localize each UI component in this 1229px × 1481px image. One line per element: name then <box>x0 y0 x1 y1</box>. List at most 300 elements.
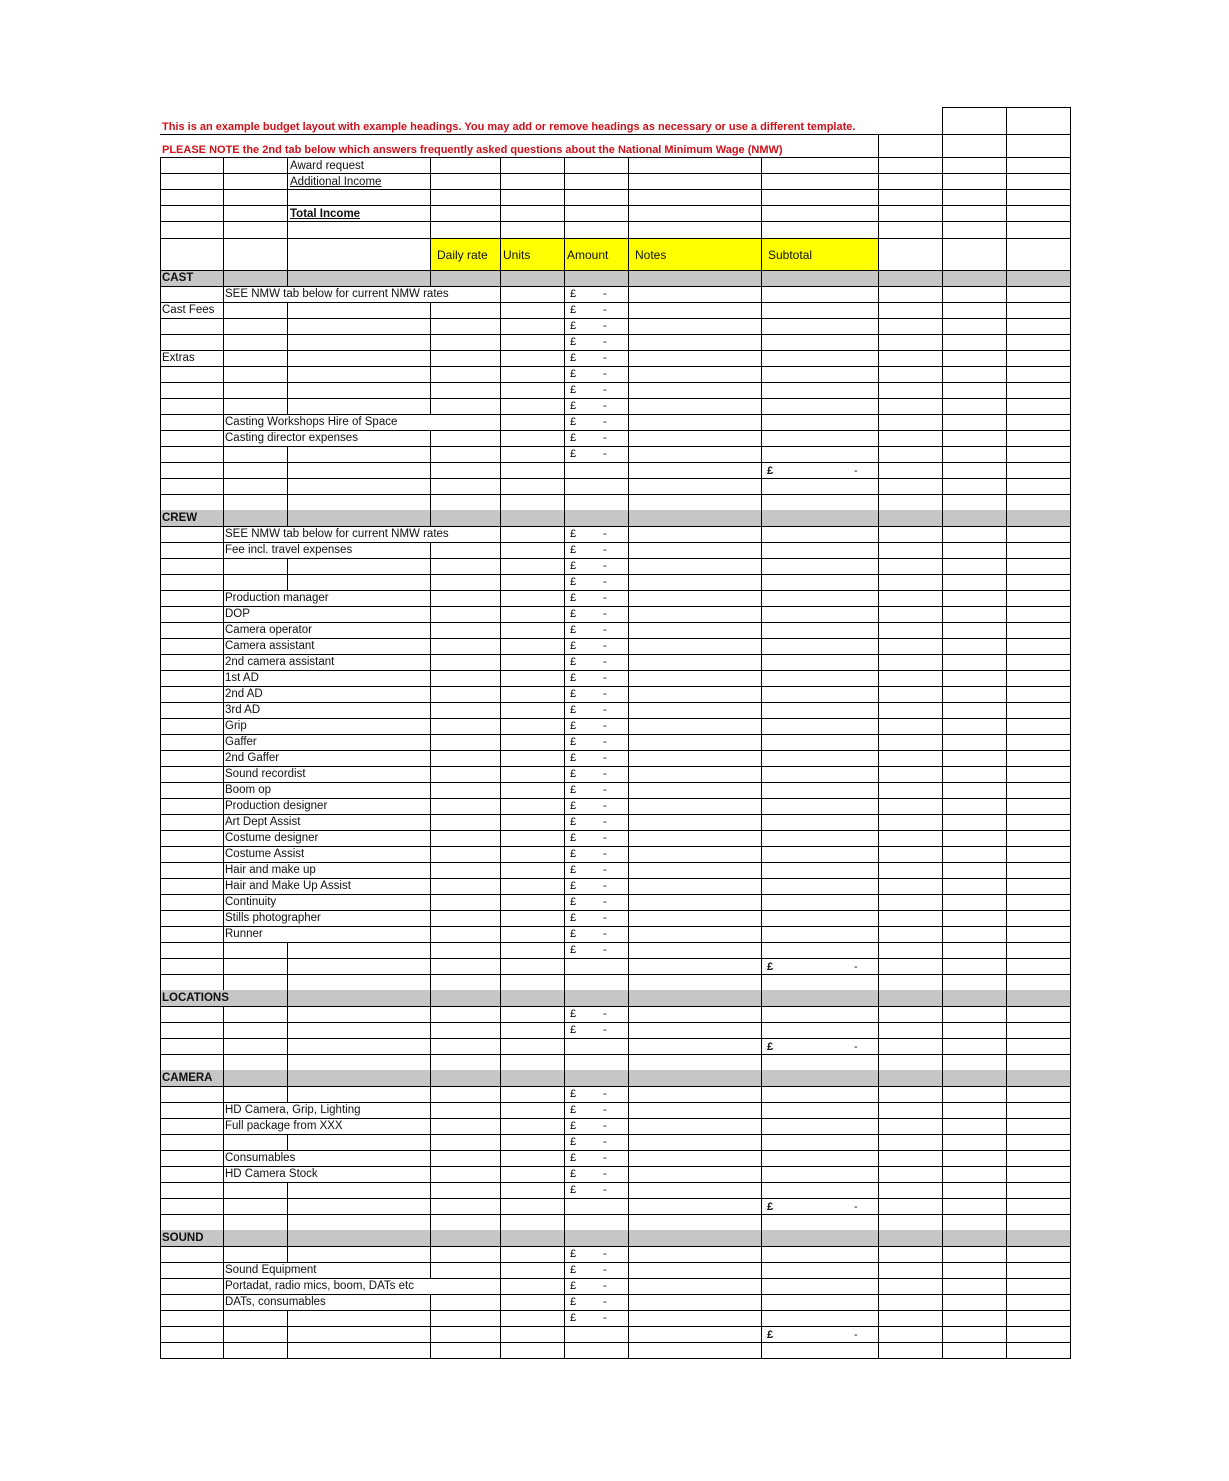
amount-value[interactable]: - <box>603 368 607 380</box>
amount-currency[interactable]: £ <box>570 1296 577 1308</box>
amount-value[interactable]: - <box>603 896 607 908</box>
amount-value[interactable]: - <box>603 352 607 364</box>
amount-currency[interactable]: £ <box>570 560 577 572</box>
amount-currency[interactable]: £ <box>570 576 577 588</box>
grid-line <box>430 798 431 814</box>
grid-line <box>160 1054 1071 1055</box>
grid-line <box>160 1198 1071 1199</box>
row-item-label[interactable]: 2nd Gaffer <box>225 752 280 764</box>
amount-currency[interactable]: £ <box>570 1152 577 1164</box>
amount-currency[interactable]: £ <box>570 592 577 604</box>
amount-value[interactable]: - <box>603 304 607 316</box>
grid-line <box>500 958 501 974</box>
grid-line <box>942 894 943 910</box>
grid-line <box>1070 670 1071 686</box>
amount-currency[interactable]: £ <box>570 1312 577 1324</box>
amount-value[interactable]: - <box>603 720 607 732</box>
row-item-label[interactable]: HD Camera Stock <box>225 1168 318 1180</box>
header-notes[interactable]: Notes <box>635 248 667 262</box>
amount-value[interactable]: - <box>603 672 607 684</box>
grid-line <box>628 622 629 638</box>
amount-value[interactable]: - <box>603 848 607 860</box>
grid-line <box>430 606 431 622</box>
subtotal-currency[interactable]: £ <box>767 1041 774 1053</box>
row-item-label[interactable]: Production designer <box>225 800 328 812</box>
grid-line <box>430 1006 431 1022</box>
row-item-label[interactable]: Fee incl. travel expenses <box>225 544 353 556</box>
row-item-label[interactable]: Costume Assist <box>225 848 305 860</box>
grid-line <box>500 286 501 302</box>
grid-line <box>942 526 943 542</box>
amount-currency[interactable]: £ <box>570 1280 577 1292</box>
row-item-label[interactable]: 3rd AD <box>225 704 261 716</box>
grid-line <box>430 638 431 654</box>
grid-line <box>500 702 501 718</box>
grid-line <box>1006 894 1007 910</box>
amount-value[interactable]: - <box>603 912 607 924</box>
subtotal-currency[interactable]: £ <box>767 465 774 477</box>
grid-line <box>878 910 879 926</box>
row-item-label[interactable]: Full package from XXX <box>225 1120 343 1132</box>
grid-line <box>628 1182 629 1198</box>
grid-line <box>160 1214 1071 1215</box>
additional-income-label[interactable]: Additional Income <box>290 176 382 188</box>
grid-line <box>878 510 879 526</box>
grid-line <box>878 318 879 334</box>
amount-value[interactable]: - <box>603 944 607 956</box>
amount-value[interactable]: - <box>603 736 607 748</box>
amount-currency[interactable]: £ <box>570 1184 577 1196</box>
grid-line <box>223 846 224 862</box>
grid-line <box>160 622 161 638</box>
grid-line <box>628 1166 629 1182</box>
row-item-label[interactable]: Hair and Make Up Assist <box>225 880 351 892</box>
grid-line <box>942 1278 943 1294</box>
grid-line <box>878 286 879 302</box>
amount-currency[interactable]: £ <box>570 400 577 412</box>
grid-line <box>1006 990 1007 1006</box>
grid-line <box>628 366 629 382</box>
row-item-label[interactable]: Casting Workshops Hire of Space <box>225 416 398 428</box>
section-heading[interactable]: CREW <box>162 512 198 524</box>
grid-line <box>1006 750 1007 766</box>
row-item-label[interactable]: Camera operator <box>225 624 312 636</box>
grid-line <box>761 974 762 990</box>
amount-currency[interactable]: £ <box>570 912 577 924</box>
grid-line <box>628 286 629 302</box>
row-item-label[interactable]: Stills photographer <box>225 912 321 924</box>
amount-currency[interactable]: £ <box>570 1248 577 1260</box>
subtotal-currency[interactable]: £ <box>767 1329 774 1341</box>
grid-line <box>287 398 288 414</box>
row-item-label[interactable]: Consumables <box>225 1152 296 1164</box>
row-item-label[interactable]: DATs, consumables <box>225 1296 326 1308</box>
grid-line <box>430 350 431 366</box>
grid-line <box>1070 718 1071 734</box>
amount-currency[interactable]: £ <box>570 848 577 860</box>
award-request-label[interactable]: Award request <box>290 160 364 172</box>
amount-currency[interactable]: £ <box>570 816 577 828</box>
grid-line <box>1006 414 1007 430</box>
amount-value[interactable]: - <box>603 1008 607 1020</box>
grid-line <box>564 350 565 366</box>
grid-line <box>564 654 565 670</box>
subtotal-value[interactable]: - <box>854 1201 858 1213</box>
grid-line <box>628 334 629 350</box>
grid-line <box>223 1198 224 1214</box>
amount-value[interactable]: - <box>603 608 607 620</box>
grid-line <box>287 1310 288 1326</box>
subtotal-value[interactable]: - <box>854 961 858 973</box>
row-item-label[interactable]: Boom op <box>225 784 272 796</box>
row-item-label[interactable]: 2nd camera assistant <box>225 656 335 668</box>
amount-value[interactable]: - <box>603 1296 607 1308</box>
amount-value[interactable]: - <box>603 880 607 892</box>
grid-line <box>942 1150 943 1166</box>
amount-value[interactable]: - <box>603 544 607 556</box>
amount-value[interactable]: - <box>603 400 607 412</box>
grid-line <box>1070 750 1071 766</box>
total-income-label[interactable]: Total Income <box>290 208 361 220</box>
amount-currency[interactable]: £ <box>570 944 577 956</box>
grid-line <box>761 1006 762 1022</box>
amount-currency[interactable]: £ <box>570 768 577 780</box>
grid-line <box>500 157 501 270</box>
grid-line <box>942 574 943 590</box>
amount-currency[interactable]: £ <box>570 608 577 620</box>
grid-line <box>430 1230 431 1246</box>
row-item-label[interactable]: Grip <box>225 720 247 732</box>
grid-line <box>878 1214 879 1230</box>
row-item-label[interactable]: Sound Equipment <box>225 1264 317 1276</box>
grid-line <box>160 1198 161 1214</box>
amount-value[interactable]: - <box>603 288 607 300</box>
grid-line <box>500 558 501 574</box>
grid-line <box>160 1326 1071 1327</box>
row-item-label[interactable]: Sound recordist <box>225 768 306 780</box>
grid-line <box>761 1230 762 1246</box>
grid-line <box>223 157 224 270</box>
amount-currency[interactable]: £ <box>570 1024 577 1036</box>
amount-currency[interactable]: £ <box>570 416 577 428</box>
grid-line <box>287 462 288 478</box>
grid-line <box>160 334 1071 335</box>
amount-currency[interactable]: £ <box>570 736 577 748</box>
grid-line <box>430 157 431 270</box>
grid-line <box>628 382 629 398</box>
row-item-label[interactable]: SEE NMW tab below for current NMW rates <box>225 528 449 540</box>
amount-value[interactable]: - <box>603 816 607 828</box>
amount-currency[interactable]: £ <box>570 720 577 732</box>
grid-line <box>878 1310 879 1326</box>
amount-value[interactable]: - <box>603 784 607 796</box>
grid-line <box>628 974 629 990</box>
amount-value[interactable]: - <box>603 832 607 844</box>
amount-currency[interactable]: £ <box>570 672 577 684</box>
header-daily-rate[interactable]: Daily rate <box>437 248 488 262</box>
grid-line <box>878 846 879 862</box>
amount-currency[interactable]: £ <box>570 352 577 364</box>
amount-value[interactable]: - <box>603 448 607 460</box>
grid-line <box>160 702 161 718</box>
subtotal-value[interactable]: - <box>854 1329 858 1341</box>
row-item-label[interactable]: HD Camera, Grip, Lighting <box>225 1104 361 1116</box>
amount-value[interactable]: - <box>603 768 607 780</box>
amount-currency[interactable]: £ <box>570 1168 577 1180</box>
grid-line <box>761 430 762 446</box>
grid-line <box>564 606 565 622</box>
row-item-label[interactable]: 1st AD <box>225 672 259 684</box>
grid-line <box>500 526 501 542</box>
row-category-label[interactable]: Extras <box>162 352 195 364</box>
amount-value[interactable]: - <box>603 864 607 876</box>
amount-currency[interactable]: £ <box>570 384 577 396</box>
amount-currency[interactable]: £ <box>570 1264 577 1276</box>
grid-line <box>628 430 629 446</box>
amount-currency[interactable]: £ <box>570 320 577 332</box>
amount-currency[interactable]: £ <box>570 784 577 796</box>
header-amount[interactable]: Amount <box>567 248 609 262</box>
amount-currency[interactable]: £ <box>570 528 577 540</box>
amount-currency[interactable]: £ <box>570 544 577 556</box>
amount-currency[interactable]: £ <box>570 432 577 444</box>
grid-line <box>223 1006 224 1022</box>
amount-currency[interactable]: £ <box>570 640 577 652</box>
row-item-label[interactable]: 2nd AD <box>225 688 263 700</box>
subtotal-value[interactable]: - <box>854 1041 858 1053</box>
row-item-label[interactable]: Continuity <box>225 896 277 908</box>
grid-line <box>1006 734 1007 750</box>
amount-currency[interactable]: £ <box>570 688 577 700</box>
amount-currency[interactable]: £ <box>570 624 577 636</box>
grid-line <box>500 1230 501 1246</box>
grid-line <box>500 1102 501 1118</box>
row-item-label[interactable]: DOP <box>225 608 250 620</box>
amount-currency[interactable]: £ <box>570 880 577 892</box>
grid-line <box>500 670 501 686</box>
grid-line <box>942 1022 943 1038</box>
amount-value[interactable]: - <box>603 1184 607 1196</box>
grid-line <box>1070 1054 1071 1070</box>
amount-value[interactable]: - <box>603 1088 607 1100</box>
amount-currency[interactable]: £ <box>570 896 577 908</box>
amount-value[interactable]: - <box>603 752 607 764</box>
grid-line <box>500 462 501 478</box>
amount-value[interactable]: - <box>603 336 607 348</box>
section-heading[interactable]: CAST <box>162 272 194 284</box>
amount-value[interactable]: - <box>603 592 607 604</box>
grid-line <box>430 670 431 686</box>
row-category-label[interactable]: Cast Fees <box>162 304 215 316</box>
grid-line <box>1006 718 1007 734</box>
amount-currency[interactable]: £ <box>570 448 577 460</box>
row-item-label[interactable]: Casting director expenses <box>225 432 358 444</box>
grid-line <box>564 1006 565 1022</box>
grid-line <box>223 830 224 846</box>
grid-line <box>223 398 224 414</box>
subtotal-currency[interactable]: £ <box>767 1201 774 1213</box>
grid-line <box>761 1022 762 1038</box>
grid-line <box>160 750 161 766</box>
grid-line <box>160 157 1071 158</box>
amount-currency[interactable]: £ <box>570 288 577 300</box>
grid-line <box>1070 814 1071 830</box>
grid-line <box>500 1022 501 1038</box>
amount-currency[interactable]: £ <box>570 704 577 716</box>
amount-value[interactable]: - <box>603 1168 607 1180</box>
grid-line <box>287 302 288 318</box>
amount-currency[interactable]: £ <box>570 656 577 668</box>
row-item-label[interactable]: Production manager <box>225 592 329 604</box>
section-heading[interactable]: LOCATIONS <box>162 992 229 1004</box>
amount-value[interactable]: - <box>603 1312 607 1324</box>
row-item-label[interactable]: Portadat, radio mics, boom, DATs etc <box>225 1280 414 1292</box>
amount-value[interactable]: - <box>603 800 607 812</box>
amount-value[interactable]: - <box>603 1280 607 1292</box>
row-item-label[interactable]: SEE NMW tab below for current NMW rates <box>225 288 449 300</box>
amount-currency[interactable]: £ <box>570 800 577 812</box>
amount-value[interactable]: - <box>603 656 607 668</box>
grid-line <box>430 478 431 494</box>
grid-line <box>1006 590 1007 606</box>
amount-value[interactable]: - <box>603 1136 607 1148</box>
grid-line <box>878 1102 879 1118</box>
grid-line <box>430 270 431 286</box>
grid-line <box>160 942 161 958</box>
grid-line <box>223 1134 224 1150</box>
amount-currency[interactable]: £ <box>570 304 577 316</box>
grid-line <box>761 526 762 542</box>
row-item-label[interactable]: Gaffer <box>225 736 257 748</box>
grid-line <box>564 558 565 574</box>
grid-line <box>761 1326 762 1342</box>
grid-line <box>287 1230 288 1246</box>
grid-line <box>430 1198 431 1214</box>
amount-currency[interactable]: £ <box>570 1104 577 1116</box>
amount-value[interactable]: - <box>603 432 607 444</box>
grid-line <box>628 910 629 926</box>
subtotal-value[interactable]: - <box>854 465 858 477</box>
amount-currency[interactable]: £ <box>570 752 577 764</box>
grid-line <box>223 366 224 382</box>
amount-value[interactable]: - <box>603 416 607 428</box>
grid-line <box>160 1134 1071 1135</box>
amount-value[interactable]: - <box>603 384 607 396</box>
row-item-label[interactable]: Art Dept Assist <box>225 816 301 828</box>
section-heading[interactable]: CAMERA <box>162 1072 213 1084</box>
grid-line <box>1006 430 1007 446</box>
header-units[interactable]: Units <box>503 248 531 262</box>
grid-line <box>942 1198 943 1214</box>
grid-line <box>878 462 879 478</box>
grid-line <box>761 1310 762 1326</box>
grid-line <box>160 958 161 974</box>
amount-value[interactable]: - <box>603 1024 607 1036</box>
amount-currency[interactable]: £ <box>570 336 577 348</box>
amount-value[interactable]: - <box>603 704 607 716</box>
amount-value[interactable]: - <box>603 528 607 540</box>
row-item-label[interactable]: Runner <box>225 928 263 940</box>
amount-currency[interactable]: £ <box>570 1136 577 1148</box>
grid-line <box>942 862 943 878</box>
amount-value[interactable]: - <box>603 1152 607 1164</box>
amount-currency[interactable]: £ <box>570 1088 577 1100</box>
grid-line <box>628 350 629 366</box>
grid-line <box>942 462 943 478</box>
grid-line <box>223 750 224 766</box>
grid-line <box>564 478 565 494</box>
grid-line <box>761 942 762 958</box>
amount-value[interactable]: - <box>603 624 607 636</box>
amount-value[interactable]: - <box>603 576 607 588</box>
amount-value[interactable]: - <box>603 688 607 700</box>
row-item-label[interactable]: Hair and make up <box>225 864 316 876</box>
grid-line <box>160 1214 161 1230</box>
grid-line <box>223 734 224 750</box>
grid-line <box>1006 478 1007 494</box>
grid-line <box>1070 1038 1071 1054</box>
grid-line <box>287 446 288 462</box>
grid-line <box>628 1134 629 1150</box>
amount-currency[interactable]: £ <box>570 832 577 844</box>
grid-line <box>223 1054 224 1070</box>
grid-line <box>878 558 879 574</box>
grid-line <box>628 990 629 1006</box>
subtotal-currency[interactable]: £ <box>767 961 774 973</box>
grid-line <box>430 558 431 574</box>
grid-line <box>160 750 1071 751</box>
amount-currency[interactable]: £ <box>570 1120 577 1132</box>
grid-line <box>628 1214 629 1230</box>
grid-line <box>628 1006 629 1022</box>
grid-line <box>223 958 224 974</box>
grid-line <box>761 398 762 414</box>
grid-line <box>160 350 161 366</box>
grid-line <box>430 958 431 974</box>
grid-line <box>160 878 161 894</box>
amount-currency[interactable]: £ <box>570 368 577 380</box>
grid-line <box>160 398 161 414</box>
grid-line <box>500 766 501 782</box>
grid-line <box>500 1134 501 1150</box>
row-item-label[interactable]: Costume designer <box>225 832 319 844</box>
amount-value[interactable]: - <box>603 320 607 332</box>
grid-line <box>761 542 762 558</box>
amount-value[interactable]: - <box>603 1264 607 1276</box>
grid-line <box>628 1294 629 1310</box>
amount-value[interactable]: - <box>603 640 607 652</box>
amount-value[interactable]: - <box>603 928 607 940</box>
amount-currency[interactable]: £ <box>570 1008 577 1020</box>
grid-line <box>430 654 431 670</box>
grid-line <box>160 221 1071 222</box>
amount-currency[interactable]: £ <box>570 864 577 876</box>
amount-value[interactable]: - <box>603 1248 607 1260</box>
header-subtotal[interactable]: Subtotal <box>768 248 813 262</box>
row-item-label[interactable]: Camera assistant <box>225 640 315 652</box>
grid-line <box>628 1262 629 1278</box>
section-heading[interactable]: SOUND <box>162 1232 204 1244</box>
grid-line <box>500 1086 501 1102</box>
amount-value[interactable]: - <box>603 1120 607 1132</box>
amount-value[interactable]: - <box>603 1104 607 1116</box>
grid-line <box>628 1278 629 1294</box>
amount-currency[interactable]: £ <box>570 928 577 940</box>
grid-line <box>1006 766 1007 782</box>
grid-line <box>628 1342 629 1358</box>
amount-value[interactable]: - <box>603 560 607 572</box>
grid-line <box>761 558 762 574</box>
